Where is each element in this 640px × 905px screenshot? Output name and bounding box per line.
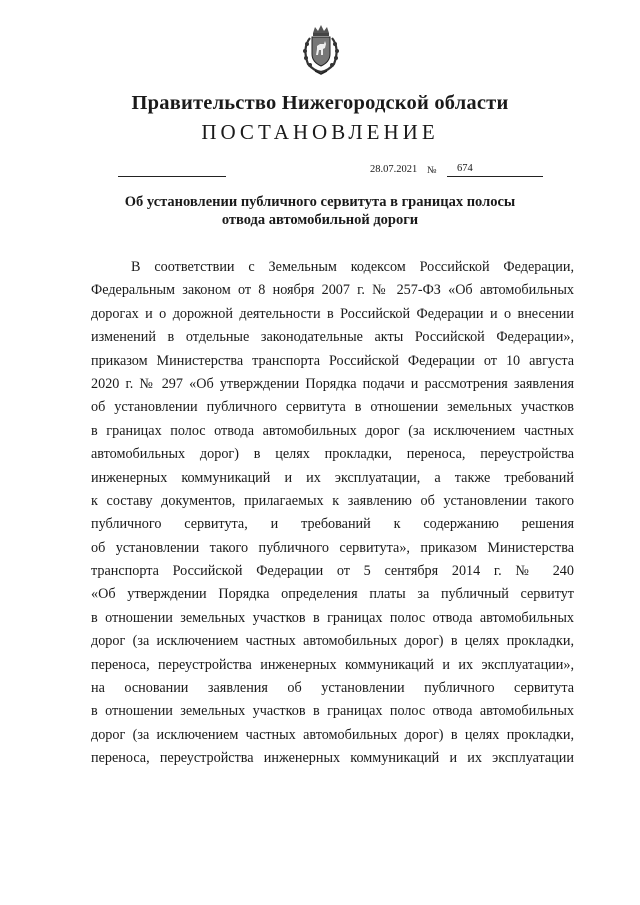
body-line: публичного сервитута, и требований к содержанию решения <box>91 516 574 533</box>
decree-number: 674 <box>457 163 473 174</box>
body-line: транспорта Российской Федерации от 5 сентября 2014 г. № 240 <box>91 563 574 580</box>
body-line: изменений в отдельные законодательные акты Российской Федерации», <box>91 329 574 346</box>
body-line: Федеральным законом от 8 ноября 2007 г. № 257-ФЗ «Об автомобильных <box>91 282 574 299</box>
body-line: переноса, переустройства инженерных коммуникаций и их эксплуатации», <box>91 656 574 673</box>
body-line: автомобильных дорог) в целях прокладки, переноса, переустройства <box>91 446 574 463</box>
decree-title <box>0 193 640 229</box>
decree-number-field <box>447 162 543 177</box>
government-name: Правительство Нижегородской области <box>131 92 509 114</box>
body-line: об установлении такого публичного сервитута», приказом Министерства <box>91 539 574 556</box>
number-label: № <box>427 165 437 176</box>
body-line: об установлении публичного сервитута в отношении земельных участков <box>91 399 574 416</box>
decree-date: 28.07.2021 <box>370 164 418 175</box>
body-line: в отношении земельных участков в границах полос отвода автомобильных <box>91 609 574 626</box>
document-type: ПОСТАНОВЛЕНИЕ <box>201 120 439 144</box>
coat-of-arms-icon <box>298 24 344 76</box>
body-line: в границах полос отвода автомобильных дорог (за исключением частных <box>91 422 574 439</box>
body-line: к составу документов, прилагаемых к заявлению об установлении такого <box>91 492 574 509</box>
body-line: дорог (за исключением частных автомобильных дорог) в целях прокладки, <box>91 633 574 650</box>
body-line: дорог (за исключением частных автомобильных дорог) в целях прокладки, <box>91 726 574 743</box>
body-line: на основании заявления об установлении публичного сервитута <box>91 680 574 697</box>
body-line: 2020 г. № 297 «Об утверждении Порядка подачи и рассмотрения заявления <box>91 375 574 392</box>
body-line: инженерных коммуникаций и их эксплуатации, а также требований <box>91 469 574 486</box>
body-line: В соответствии с Земельным кодексом Российской Федерации, <box>131 259 574 275</box>
title-line: Об установлении публичного сервитута в границах полосы <box>124 194 516 210</box>
body-line: «Об утверждении Порядка определения платы за публичный сервитут <box>91 586 574 603</box>
decree-body <box>91 256 574 771</box>
title-line: отвода автомобильной дороги <box>221 212 419 228</box>
body-line: в отношении земельных участков в границах полос отвода автомобильных <box>91 703 574 720</box>
body-line: приказом Министерства транспорта Российской Федерации от 10 августа <box>91 352 574 369</box>
body-line: переноса, переустройства инженерных коммуникаций и их эксплуатации <box>91 750 574 767</box>
body-line: дорогах и о дорожной деятельности в Российской Федерации и о внесении <box>91 305 574 322</box>
blank-line <box>118 176 226 177</box>
